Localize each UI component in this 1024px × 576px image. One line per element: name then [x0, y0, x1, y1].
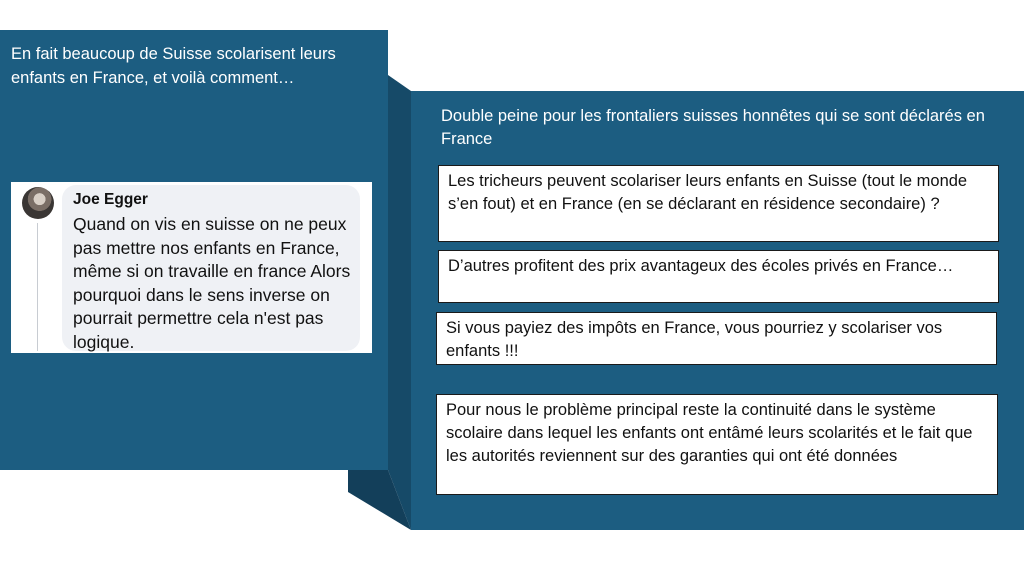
- text-box-impots: Si vous payiez des impôts en France, vous pourriez y scolariser vos enfants !!!: [436, 312, 997, 365]
- right-panel-title: Double peine pour les frontaliers suisses honnêtes qui se sont déclarés en France: [441, 107, 985, 148]
- facebook-comment-screenshot: [11, 182, 372, 353]
- comment-author: Joe Egger: [73, 191, 148, 208]
- text-box-tricheurs: Les tricheurs peuvent scolariser leurs enfants en Suisse (tout le monde s’en fout) et en France (en se déclarant en résidence secondaire) ?: [438, 165, 999, 242]
- text-box-ecoles-privees: D’autres profitent des prix avantageux des écoles privés en France…: [438, 250, 999, 303]
- avatar: [22, 187, 54, 219]
- connector-top-face: [388, 75, 411, 530]
- left-panel: [0, 30, 388, 470]
- comment-text: Quand on vis en suisse on ne peux pas mettre nos enfants en France, même si on travaille en france Alors pourquoi dans le sens inverse on pourrait permettre cela n'est pas logique.: [73, 214, 351, 352]
- text-box-continuite: Pour nous le problème principal reste la continuité dans le système scolaire dans lequel les enfants ont entâmé leurs scolarités et le fait que les autorités reviennent sur des garanties qui ont été données: [436, 394, 998, 495]
- right-panel: [411, 91, 1024, 530]
- left-panel-title: En fait beaucoup de Suisse scolarisent leurs enfants en France, et voilà comment…: [11, 45, 336, 87]
- thread-line: [37, 223, 38, 351]
- comment-bubble: [62, 185, 360, 351]
